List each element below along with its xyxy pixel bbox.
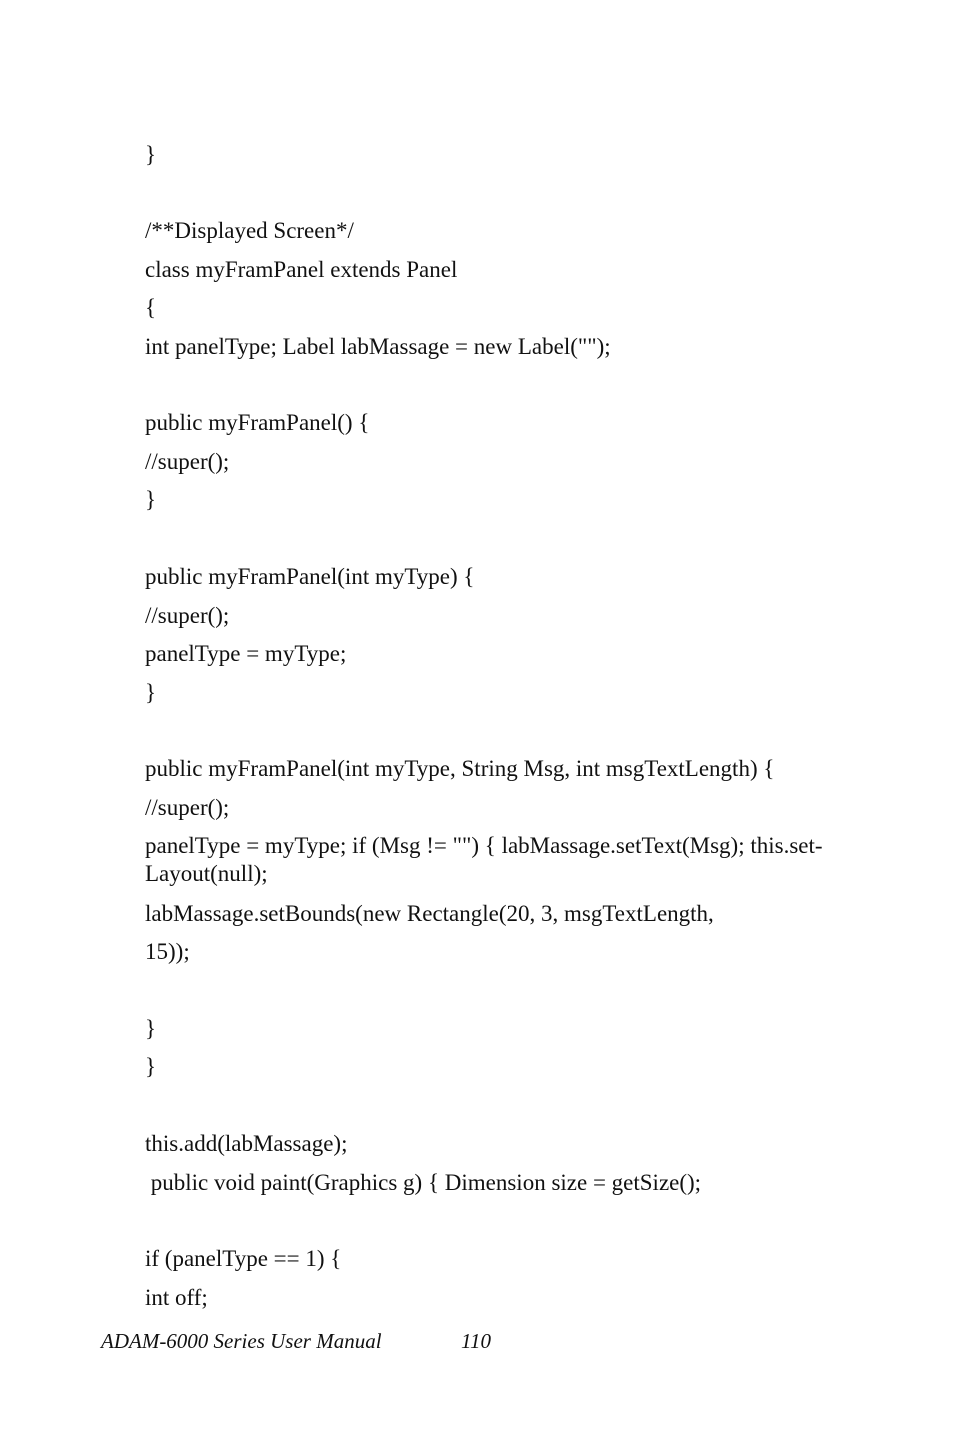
code-line: int panelType; Label labMassage = new Label(""); <box>145 334 611 359</box>
code-line: public myFramPanel(int myType, String Msg, int msgTextLength) { <box>145 756 775 781</box>
code-line: } <box>145 142 157 167</box>
code-line: panelType = myType; <box>145 641 347 666</box>
footer-manual-title: ADAM-6000 Series User Manual <box>101 1329 382 1353</box>
code-line: //super(); <box>145 795 230 820</box>
code-line: int off; <box>145 1285 208 1310</box>
code-line: } <box>145 1054 157 1079</box>
code-line: class myFramPanel extends Panel <box>145 257 458 282</box>
footer-page-number: 110 <box>461 1329 491 1353</box>
code-line: } <box>145 487 157 512</box>
code-line: } <box>145 680 157 705</box>
code-line: { <box>145 295 157 320</box>
code-line: //super(); <box>145 603 230 628</box>
code-line: } <box>145 1016 157 1041</box>
code-line: 15)); <box>145 939 190 964</box>
code-line: panelType = myType; if (Msg != "") { labMassage.setText(Msg); this.set-Layout(null); <box>145 833 823 886</box>
code-line: public myFramPanel(int myType) { <box>145 564 475 589</box>
code-line: if (panelType == 1) { <box>145 1246 342 1271</box>
code-line: labMassage.setBounds(new Rectangle(20, 3, msgTextLength, <box>145 901 714 926</box>
code-comment: /**Displayed Screen*/ <box>145 218 354 243</box>
code-line: public void paint(Graphics g) { Dimension size = getSize(); <box>145 1170 702 1195</box>
code-line: //super(); <box>145 449 230 474</box>
code-line: public myFramPanel() { <box>145 410 370 435</box>
code-line: this.add(labMassage); <box>145 1131 348 1156</box>
